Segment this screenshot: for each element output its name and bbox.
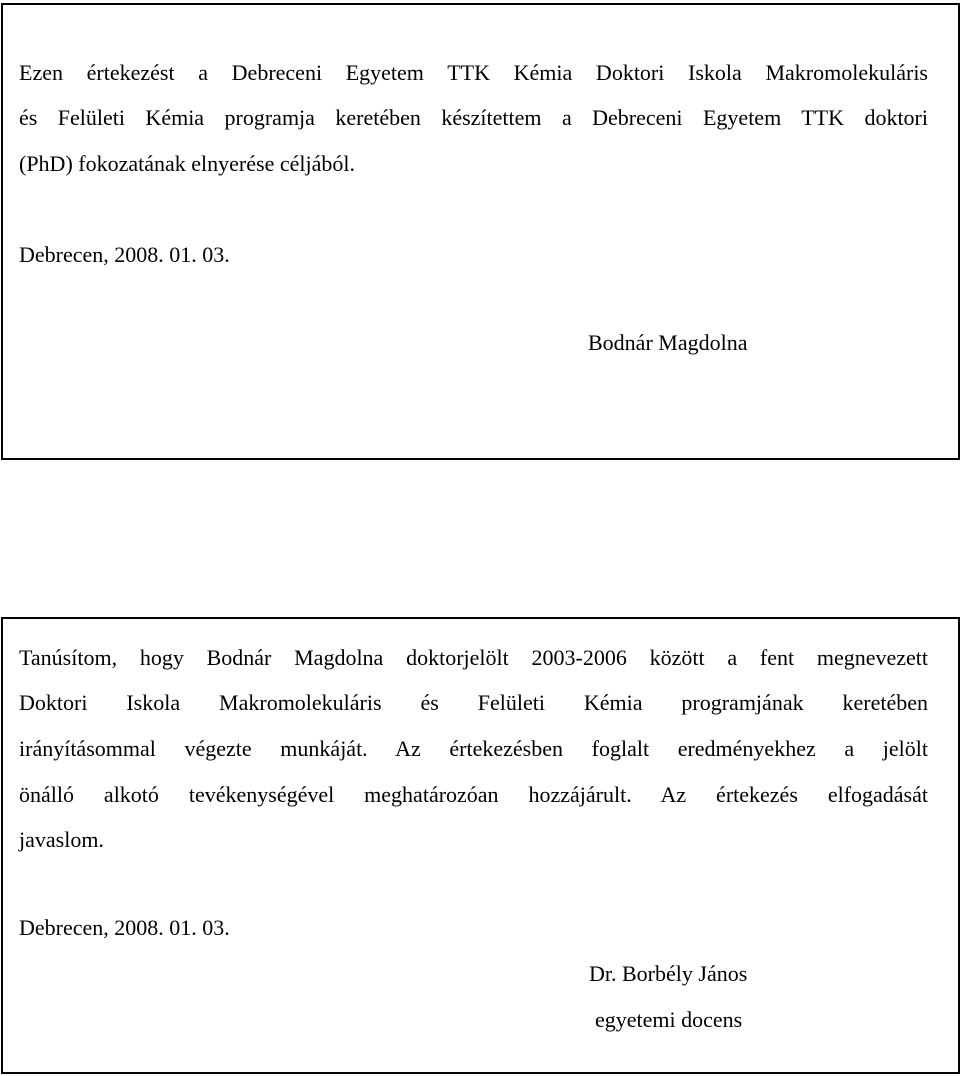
declaration-signature-name: Bodnár Magdolna	[588, 330, 748, 355]
declaration-place-date: Debrecen, 2008. 01. 03.	[19, 242, 230, 267]
certification-line-3: irányításommal végezte munkáját. Az értekezésben foglalt eredményekhez a jelölt	[19, 736, 928, 761]
certification-line-5: javaslom.	[19, 827, 104, 852]
declaration-line-2: és Felületi Kémia programja keretében készítettem a Debreceni Egyetem TTK doktori	[19, 105, 928, 130]
declaration-line-3: (PhD) fokozatának elnyerése céljából.	[19, 151, 355, 176]
certification-line-2: Doktori Iskola Makromolekuláris és Felületi Kémia programjának keretében	[19, 690, 928, 715]
declaration-line-1: Ezen értekezést a Debreceni Egyetem TTK Kémia Doktori Iskola Makromolekuláris	[19, 60, 928, 85]
certification-line-1: Tanúsítom, hogy Bodnár Magdolna doktorjelölt 2003-2006 között a fent megnevezett	[19, 645, 928, 670]
certification-place-date: Debrecen, 2008. 01. 03.	[19, 915, 230, 940]
certification-line-4: önálló alkotó tevékenységével meghatározóan hozzájárult. Az értekezés elfogadását	[19, 782, 928, 807]
certification-box	[1, 617, 960, 1074]
certification-signer-title: egyetemi docens	[595, 1007, 743, 1032]
certification-signer-name: Dr. Borbély János	[589, 961, 748, 986]
